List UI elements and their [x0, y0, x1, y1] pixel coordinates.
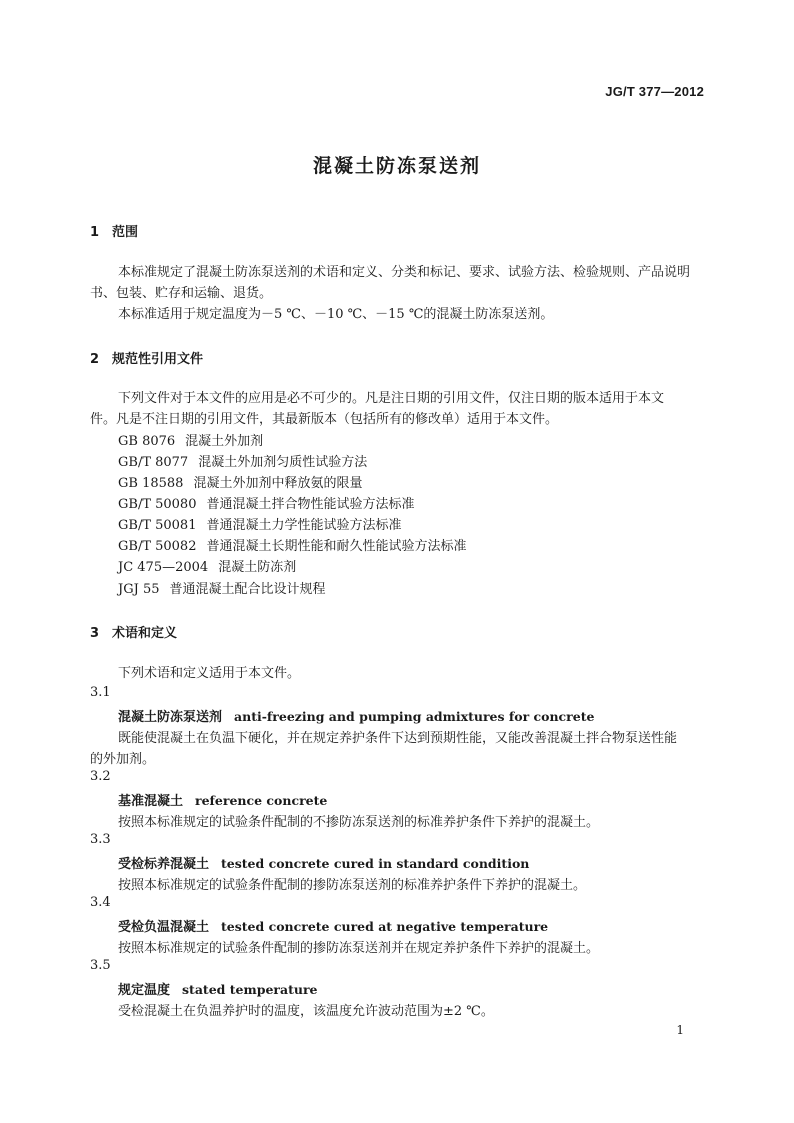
section-1-heading: [90, 221, 138, 240]
reference-title: 普通混凝土长期性能和耐久性能试验方法标准: [206, 539, 467, 554]
term-number: 3.4: [90, 895, 111, 910]
reference-item: [118, 578, 326, 597]
section-3-heading: [90, 622, 177, 641]
reference-item: [118, 514, 402, 533]
section-title: 范围: [112, 225, 139, 240]
reference-code: JC 475—2004: [118, 560, 209, 575]
reference-code: GB/T 50080: [118, 497, 197, 512]
term-heading: [118, 790, 327, 809]
reference-title: 混凝土外加剂匀质性试验方法: [198, 455, 368, 470]
section-number: 3: [90, 626, 100, 641]
term-en: anti-freezing and pumping admixtures for concrete: [234, 709, 595, 724]
term-heading: [118, 853, 529, 872]
reference-item: [118, 556, 296, 575]
term-heading: [118, 706, 594, 725]
paragraph-line: 本标准适用于规定温度为－5 ℃、－10 ℃、－15 ℃的混凝土防冻泵送剂。: [118, 307, 554, 322]
reference-title: 混凝土外加剂: [185, 434, 264, 449]
section-number: 2: [90, 352, 100, 367]
reference-code: GB/T 50082: [118, 539, 197, 554]
document-title: 混凝土防冻泵送剂: [312, 155, 481, 177]
reference-code: GB 18588: [118, 476, 184, 491]
reference-item: [118, 535, 467, 554]
reference-title: 普通混凝土拌合物性能试验方法标准: [206, 497, 415, 512]
term-number: 3.1: [90, 685, 111, 700]
reference-code: GB/T 50081: [118, 518, 197, 533]
reference-title: 混凝土防冻剂: [218, 560, 297, 575]
reference-title: 普通混凝土配合比设计规程: [169, 582, 326, 597]
standard-code: JG/T 377—2012: [605, 84, 704, 99]
term-number: 3.5: [90, 958, 111, 973]
term-definition: 受检混凝土在负温养护时的温度，该温度允许波动范围为±2 ℃。: [118, 1004, 494, 1019]
reference-title: 普通混凝土力学性能试验方法标准: [206, 518, 402, 533]
term-zh: 混凝土防冻泵送剂: [118, 710, 223, 725]
term-en: reference concrete: [195, 793, 328, 808]
term-en: tested concrete cured in standard condition: [221, 856, 530, 871]
paragraph-line: 本标准规定了混凝土防冻泵送剂的术语和定义、分类和标记、要求、试验方法、检验规则、产品说明: [118, 265, 691, 280]
reference-item: [118, 451, 367, 470]
term-definition: 的外加剂。: [90, 752, 156, 767]
reference-item: [118, 493, 415, 512]
term-definition: 按照本标准规定的试验条件配制的掺防冻泵送剂的标准养护条件下养护的混凝土。: [118, 878, 587, 893]
term-heading: [118, 916, 548, 935]
page-number: 1: [676, 1023, 684, 1037]
paragraph-line: 下列术语和定义适用于本文件。: [118, 666, 301, 681]
reference-code: JGJ 55: [118, 582, 160, 597]
term-zh: 受检负温混凝土: [118, 920, 210, 935]
reference-code: GB 8076: [118, 434, 176, 449]
term-definition: 按照本标准规定的试验条件配制的不掺防冻泵送剂的标准养护条件下养护的混凝土。: [118, 815, 600, 830]
section-title: 术语和定义: [112, 626, 178, 641]
term-number: 3.2: [90, 769, 111, 784]
term-number: 3.3: [90, 832, 111, 847]
section-2-heading: [90, 348, 203, 367]
paragraph-line: 书、包装、贮存和运输、退货。: [90, 286, 273, 301]
term-en: stated temperature: [182, 982, 318, 997]
paragraph-line: 下列文件对于本文件的应用是必不可少的。凡是注日期的引用文件，仅注日期的版本适用于本文: [118, 391, 665, 406]
term-definition: 既能使混凝土在负温下硬化，并在规定养护条件下达到预期性能，又能改善混凝土拌合物泵送性能: [118, 731, 678, 746]
reference-code: GB/T 8077: [118, 455, 189, 470]
section-title: 规范性引用文件: [112, 352, 204, 367]
term-definition: 按照本标准规定的试验条件配制的掺防冻泵送剂并在规定养护条件下养护的混凝土。: [118, 941, 600, 956]
reference-title: 混凝土外加剂中释放氨的限量: [193, 476, 363, 491]
reference-item: [118, 430, 263, 449]
term-zh: 基准混凝土: [118, 794, 184, 809]
term-zh: 受检标养混凝土: [118, 857, 210, 872]
reference-item: [118, 472, 362, 491]
section-number: 1: [90, 225, 100, 240]
paragraph-line: 件。凡是不注日期的引用文件，其最新版本（包括所有的修改单）适用于本文件。: [90, 412, 559, 427]
term-zh: 规定温度: [118, 983, 171, 998]
term-heading: [118, 979, 317, 998]
term-en: tested concrete cured at negative temperature: [221, 919, 549, 934]
